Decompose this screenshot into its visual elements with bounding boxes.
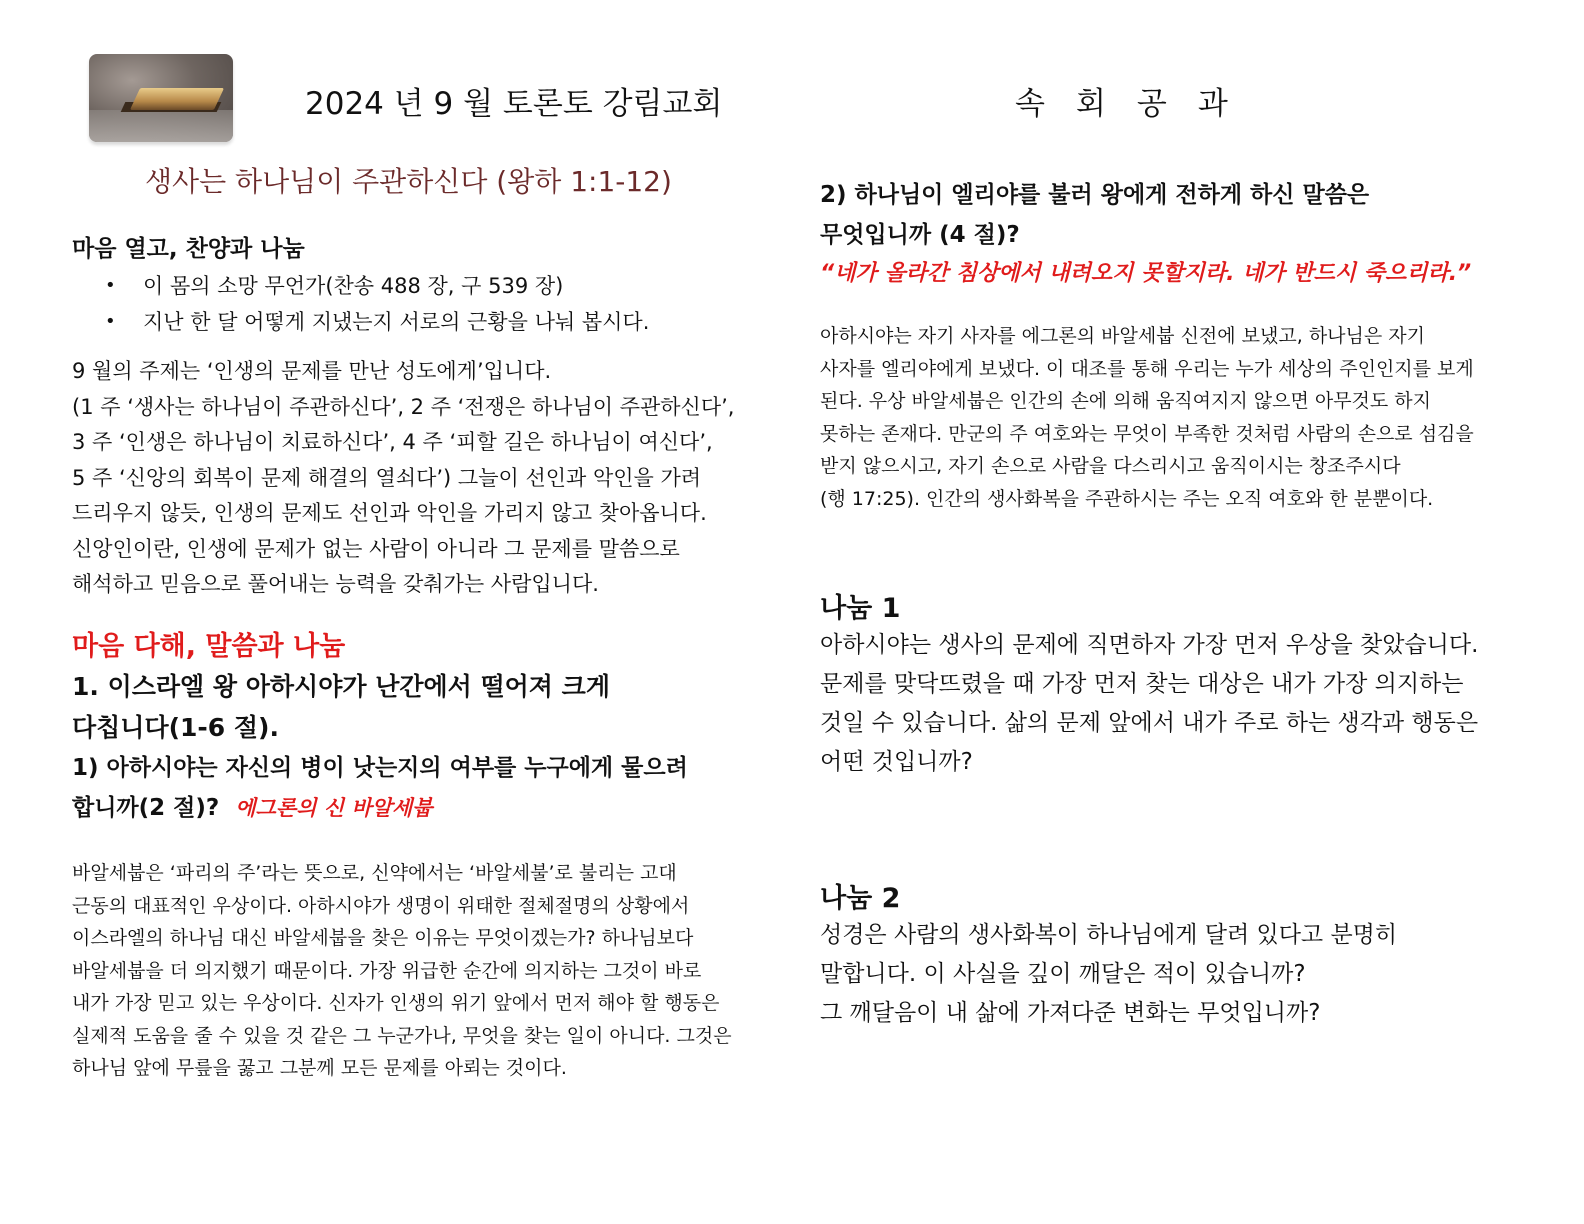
question-1: [72, 748, 792, 828]
section-heading-open-heart: 마음 열고, 찬양과 나눔: [72, 236, 305, 262]
header-right-title: 속회공과: [1015, 86, 1259, 122]
intro-paragraph: 9 월의 주제는 ‘인생의 문제를 만난 성도에게’입니다. (1 주 ‘생사는 하나님이 주관하신다’, 2 주 ‘전쟁은 하나님이 주관하신다’, 3 주 ‘인생은 하나님이 치료하신다’, 4 주 ‘피할 길은 하나님이 여신다’, 5 주 ‘신앙의 회복이 문제 해결의 열쇠다’) 그늘이 선인과 악인을 가려 드리우지 않듯, 인생의 문제도 선인과 악인을 가리지 않고 찾아옵니다. 신앙인이란, 인생에 문제가 없는 사람이 아니라 그 문제를 말씀으로 해석하고 믿음으로 풀어내는 능력을 갖춰가는 사람입니다.: [72, 359, 735, 596]
point-1-heading: 1. 이스라엘 왕 아하시야가 난간에서 떨어져 크게 다칩니다(1-6 절).: [72, 672, 610, 742]
header-title: 2024 년 9 월 토론토 강림교회: [305, 86, 723, 122]
question-2-answer: “네가 올라간 침상에서 내려오지 못할지라. 네가 반드시 죽으리라.”: [820, 261, 1472, 286]
lesson-title: 생사는 하나님이 주관하신다 (왕하 1:1-12): [145, 165, 672, 198]
question-1-text: 합니까(2 절)?: [72, 795, 220, 821]
bullet-item: • 지난 한 달 어떻게 지냈는지 서로의 근황을 나눠 봅시다.: [105, 304, 649, 340]
question-1-answer: 에그론의 신 바알세붑: [235, 796, 433, 820]
section-heading-word: 마음 다해, 말씀과 나눔: [72, 631, 346, 662]
share-2-title: 나눔 2: [820, 883, 901, 914]
open-bible-icon: [89, 54, 233, 142]
question-1-line1: 1) 아하시야는 자신의 병이 낫는지의 여부를 누구에게 물으려: [72, 755, 688, 781]
share-1-title: 나눔 1: [820, 593, 901, 624]
question-2-line1: 2) 하나님이 엘리야를 불러 왕에게 전하게 하신 말씀은: [820, 182, 1370, 208]
share-1-text: 아하시야는 생사의 문제에 직면하자 가장 먼저 우상을 찾았습니다. 문제를 맞닥뜨렸을 때 가장 먼저 찾는 대상은 내가 가장 의지하는 것일 수 있습니다. 삶의 문제 앞에서 내가 주로 하는 생각과 행동은 어떤 것입니까?: [820, 632, 1479, 775]
share-2-text: 성경은 사람의 생사화복이 하나님에게 달려 있다고 분명히 말합니다. 이 사실을 깊이 깨달은 적이 있습니까? 그 깨달음이 내 삶에 가져다준 변화는 무엇입니까?: [820, 922, 1398, 1026]
question-2: [820, 175, 1540, 255]
question-2-line2: 무엇입니까 (4 절)?: [820, 222, 1020, 248]
question-1-line2: [72, 788, 792, 828]
bullet-list: [105, 268, 649, 340]
question-2-commentary: 아하시야는 자기 사자를 에그론의 바알세붑 신전에 보냈고, 하나님은 자기 사자를 엘리야에게 보냈다. 이 대조를 통해 우리는 누가 세상의 주인인지를 보게 된다. 우상 바알세붑은 인간의 손에 의해 움직여지지 않으면 아무것도 하지 못하는 존재다. 만군의 주 여호와는 무엇이 부족한 것처럼 사람의 손으로 섬김을 받지 않으시고, 자기 손으로 사람을 다스리시고 움직이시는 창조주시다 (행 17:25). 인간의 생사화복을 주관하시는 주는 오직 여호와 한 분뿐이다.: [820, 325, 1474, 510]
question-1-commentary: 바알세붑은 ‘파리의 주’라는 뜻으로, 신약에서는 ‘바알세불’로 불리는 고대 근동의 대표적인 우상이다. 아하시야가 생명이 위태한 절체절명의 상황에서 이스라엘의 하나님 대신 바알세붑을 찾은 이유는 무엇이겠는가? 하나님보다 바알세붑을 더 의지했기 때문이다. 가장 위급한 순간에 의지하는 그것이 바로 내가 가장 믿고 있는 우상이다. 신자가 인생의 위기 앞에서 먼저 해야 할 행동은 실제적 도움을 줄 수 있을 것 같은 그 누군가나, 무엇을 찾는 일이 아니다. 그것은 하나님 앞에 무릎을 꿇고 그분께 모든 문제를 아뢰는 것이다.: [72, 862, 732, 1079]
bullet-item: • 이 몸의 소망 무언가(찬송 488 장, 구 539 장): [105, 268, 649, 304]
